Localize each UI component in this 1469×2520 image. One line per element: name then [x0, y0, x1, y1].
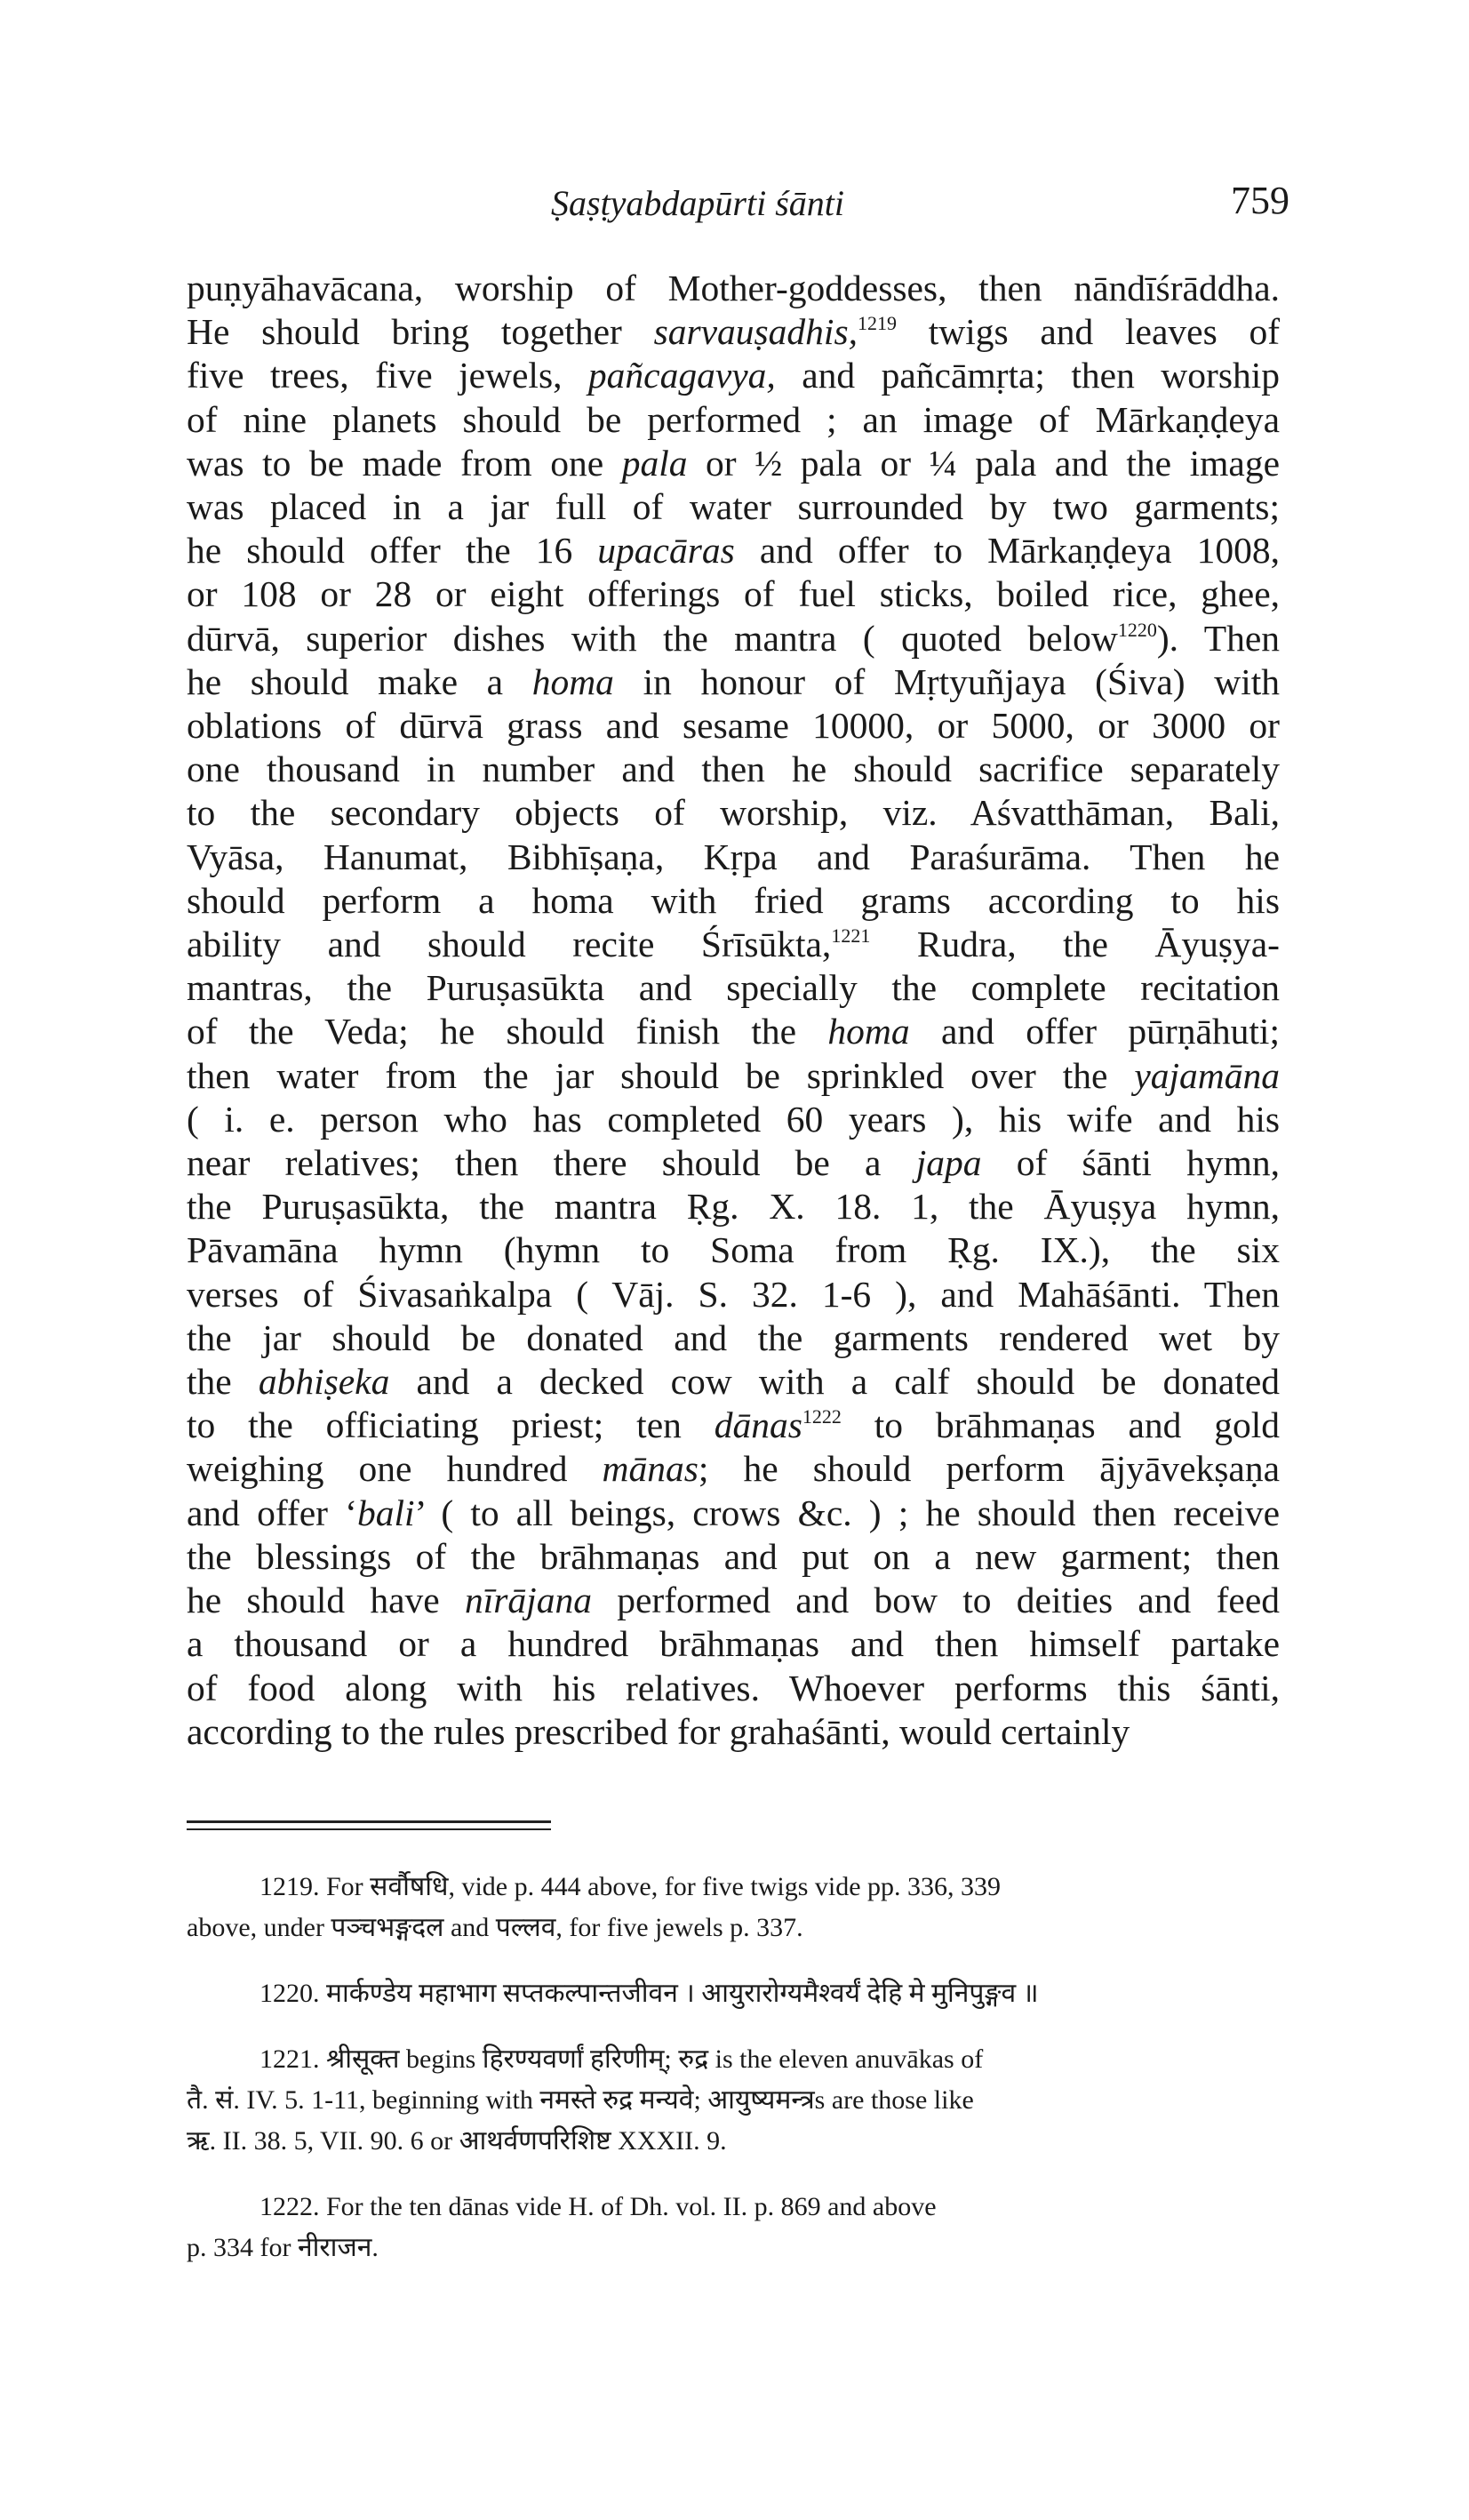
footnote-line: 1220. मार्कण्डेय महाभाग सप्तकल्पान्तजीवन । आयुरारोग्यमैश्वर्यं देहि मे मुनिपुङ्गव ॥	[259, 1979, 1039, 2008]
italic-term: mānas	[602, 1448, 699, 1490]
text-line	[187, 310, 1280, 354]
text-line	[187, 1535, 1280, 1579]
text-run: the jar should be donated and the garments rendered wet by	[187, 1316, 1280, 1358]
footnote-ref: 1222	[802, 1405, 842, 1428]
text-line	[187, 1228, 1280, 1272]
italic-term: abhiṣeka	[258, 1361, 390, 1403]
footnote-line: p. 334 for नीराजन.	[187, 2233, 379, 2262]
text-run: according to the rules prescribed for grahaśānti, would certainly	[187, 1710, 1130, 1752]
italic-term: homa	[827, 1011, 910, 1052]
text-line	[187, 1492, 1280, 1535]
text-line	[187, 1316, 1280, 1360]
text-run: dūrvā, superior dishes with the mantra ( quoted below	[187, 617, 1118, 659]
text-line	[187, 748, 1280, 791]
text-run: or 108 or 28 or eight offerings of fuel sticks, boiled rice, ghee,	[187, 573, 1280, 615]
italic-term: nīrājana	[465, 1580, 592, 1621]
text-line	[187, 836, 1280, 879]
text-run: Pāvamāna hymn (hymn to Soma from Ṛg. IX.), the six	[187, 1229, 1280, 1271]
text-run: the blessings of the brāhmaṇas and put on a new garment; then	[187, 1535, 1280, 1577]
text-run: of nine planets should be performed ; an image of Mārkaṇḍeya	[187, 398, 1280, 440]
text-line	[187, 1404, 1280, 1447]
text-run: in honour of Mṛtyuñjaya (Śiva) with	[613, 660, 1281, 702]
footnote-1220	[187, 1973, 1280, 2014]
text-run: a thousand or a hundred brāhmaṇas and then himself partake	[187, 1623, 1280, 1665]
running-title: Ṣaṣṭyabdapūrti śānti	[551, 183, 845, 223]
footnote-rule-thin	[187, 1828, 551, 1830]
text-line	[187, 660, 1280, 704]
text-run: then water from the jar should be sprinkled over the	[187, 1054, 1108, 1096]
footnote-line: 1222. For the ten dānas vide H. of Dh. vol. II. p. 869 and above	[259, 2192, 937, 2221]
text-run: verses of Śivasaṅkalpa ( Vāj. S. 32. 1-6 ), and Mahāśānti. Then	[187, 1273, 1280, 1315]
text-line	[187, 1622, 1280, 1666]
footnote-ref: 1221	[831, 924, 871, 948]
text-run: twigs and leaves of	[897, 311, 1281, 353]
text-line	[187, 1185, 1280, 1228]
italic-term: pañcagavya,	[587, 355, 776, 396]
text-line	[187, 1141, 1280, 1185]
text-line	[187, 1579, 1280, 1622]
footnote-line: ऋ. II. 38. 5, VII. 90. 6 or आथर्वणपरिशिष्ट XXXII. 9.	[187, 2126, 727, 2156]
text-run: he should offer the 16	[187, 530, 573, 572]
text-run: of śānti hymn,	[981, 1142, 1280, 1184]
text-line	[187, 1273, 1280, 1316]
text-line	[187, 617, 1280, 660]
text-run: the Puruṣasūkta, the mantra Ṛg. X. 18. 1, the Āyuṣya hymn,	[187, 1186, 1280, 1228]
text-line	[187, 442, 1280, 485]
footnote-1219	[187, 1867, 1280, 1948]
text-line	[187, 1447, 1280, 1491]
text-run: He should bring together	[187, 311, 622, 353]
footnote-line: 1221. श्रीसूक्त begins हिरण्यवर्णां हरिणीम्; रुद्र is the eleven anuvākas of	[259, 2044, 984, 2074]
text-line	[187, 704, 1280, 748]
text-run: and offer ‘	[187, 1492, 357, 1533]
text-run: he should have	[187, 1580, 440, 1621]
page-number: 759	[1231, 179, 1289, 222]
italic-term: bali	[356, 1492, 415, 1533]
text-run: was to be made from one	[187, 442, 604, 484]
text-run: oblations of dūrvā grass and sesame 10000, or 5000, or 3000 or	[187, 705, 1280, 747]
text-line	[187, 485, 1280, 529]
text-line	[187, 1054, 1280, 1098]
footnote-1221	[187, 2039, 1280, 2162]
text-run: of food along with his relatives. Whoever performs this śānti,	[187, 1667, 1280, 1708]
text-run: five trees, five jewels,	[187, 355, 563, 396]
footnotes	[187, 1867, 1280, 2293]
main-text	[187, 267, 1280, 1754]
italic-term: yajamāna	[1134, 1054, 1280, 1096]
text-run: ability and should recite Śrīsūkta,	[187, 924, 832, 965]
text-run: ’ ( to all beings, crows &c. ) ; he should then receive	[414, 1492, 1280, 1533]
footnote-line: above, under पञ्चभङ्गदल and पल्लव, for five jewels p. 337.	[187, 1913, 803, 1942]
italic-term: pala	[621, 442, 688, 484]
footnote-line: तै. सं. IV. 5. 1-11, beginning with नमस्ते रुद्र मन्यवे; आयुष्यमन्त्रs are those like	[187, 2085, 974, 2115]
text-line	[187, 879, 1280, 923]
text-line	[187, 966, 1280, 1010]
text-run: to the secondary objects of worship, viz. Aśvatthāman, Bali,	[187, 792, 1280, 834]
text-line	[187, 267, 1280, 310]
text-run: puṇyāhavācana, worship of Mother-goddesses, then nāndīśrāddha.	[187, 268, 1280, 308]
text-run: and pañcāmṛta; then worship	[775, 355, 1280, 396]
text-run: ; he should perform ājyāvekṣaṇa	[698, 1448, 1280, 1490]
footnote-ref: 1220	[1117, 618, 1157, 641]
text-run: to brāhmaṇas and gold	[841, 1404, 1280, 1446]
text-line	[187, 354, 1280, 397]
text-run: one thousand in number and then he should sacrifice separately	[187, 748, 1280, 790]
italic-term: sarvauṣadhis,	[653, 311, 858, 353]
text-run: Vyāsa, Hanumat, Bibhīṣaṇa, Kṛpa and Paraśurāma. Then he	[187, 836, 1280, 877]
italic-term: homa	[531, 660, 614, 702]
text-line	[187, 1710, 1280, 1754]
italic-term: dānas	[714, 1404, 802, 1446]
italic-term: upacāras	[597, 530, 735, 572]
text-run: and offer pūrṇāhuti;	[909, 1011, 1280, 1052]
text-run: ). Then	[1156, 617, 1280, 659]
text-run: mantras, the Puruṣasūkta and specially the complete recitation	[187, 967, 1280, 1009]
italic-term: japa	[915, 1142, 982, 1184]
text-line	[187, 529, 1280, 572]
text-run: should perform a homa with fried grams according to his	[187, 879, 1280, 921]
text-run: the	[187, 1361, 232, 1403]
text-line	[187, 1667, 1280, 1710]
text-line	[187, 791, 1280, 835]
text-run: of the Veda; he should finish the	[187, 1011, 797, 1052]
text-run: and a decked cow with a calf should be donated	[389, 1361, 1280, 1403]
text-run: was placed in a jar full of water surrounded by two garments;	[187, 486, 1280, 528]
text-run: near relatives; then there should be a	[187, 1142, 882, 1184]
text-line	[187, 572, 1280, 616]
text-run: weighing one hundred	[187, 1448, 568, 1490]
text-line	[187, 1010, 1280, 1053]
text-line	[187, 1098, 1280, 1141]
footnote-rule	[187, 1820, 551, 1823]
footnote-1222	[187, 2187, 1280, 2268]
text-run: Rudra, the Āyuṣya-	[870, 924, 1281, 965]
text-run: or ½ pala or ¼ pala and the image	[687, 442, 1280, 484]
text-run: to the officiating priest; ten	[187, 1404, 682, 1446]
text-run: and offer to Mārkaṇḍeya 1008,	[734, 530, 1280, 572]
footnote-ref: 1219	[858, 312, 897, 335]
text-run: performed and bow to deities and feed	[591, 1580, 1280, 1621]
footnote-line: 1219. For सर्वौषधि, vide p. 444 above, for five twigs vide pp. 336, 339	[259, 1872, 1002, 1901]
text-run: he should make a	[187, 660, 504, 702]
text-line	[187, 398, 1280, 442]
text-run: ( i. e. person who has completed 60 years ), his wife and his	[187, 1098, 1280, 1140]
text-line	[187, 1360, 1280, 1404]
text-line	[187, 923, 1280, 966]
